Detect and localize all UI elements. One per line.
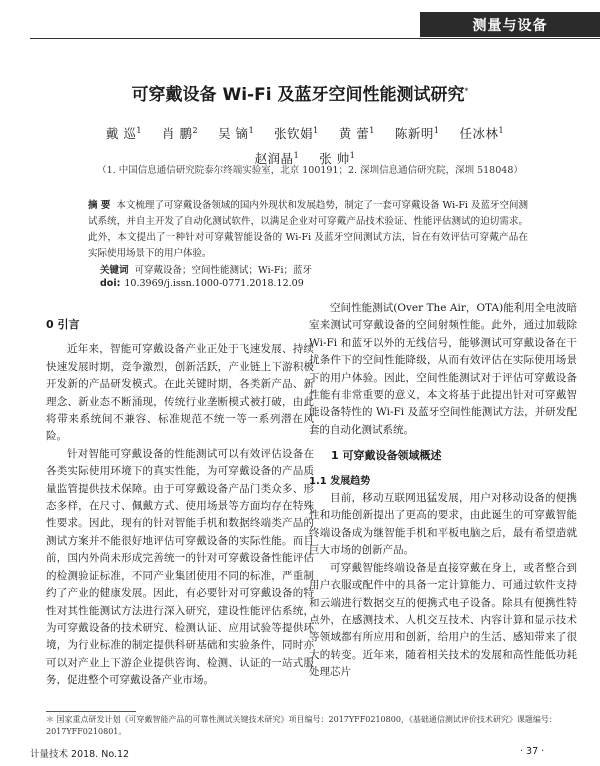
author-affiliation-mark: 1 xyxy=(349,151,356,161)
title-text: 可穿戴设备 Wi-Fi 及蓝牙空间性能测试研究 xyxy=(131,85,465,105)
journal-footer: 计量技术 2018. No.12 xyxy=(30,749,130,760)
funding-footnote: ＊ 国家重点研发计划《可穿戴智能产品的可靠性测试关键技术研究》项目编号：2017YFF0210800，《基础通信测试评价技术研究》课题编号：2017YFF0210801。 xyxy=(46,715,557,736)
body-paragraph: 针对智能可穿戴设备的性能测试可以有效评估设备在各类实际使用环境下的真实性能，为可穿戴设备的产品质量监管提供技术保障。由于可穿戴设备产品门类众多、形态多样，在尺寸、佩戴方式、使用场景等方面均存在特殊性要求。因此，现有的针对智能手机和数据终端类产品的测试方案并不能很好地评估可穿戴设备的实际性能。而目前，国内外尚未形成完善统一的针对可穿戴设备性能评估的检测验证标准，不同产业集团使用不同的标准，严重制约了产业的健康发展。因此，有必要针对可穿戴设备的特性对其性能测试方法进行深入研究，建设性能评估系统，为可穿戴设备的技术研究、检测认证、应用试验等提供环境，为行业标准的制定提供科研基础和实验条件，同时亦可以对产业上下游企业提供咨询、检测、认证的一站式服务，促进整个可穿戴设备产业市场。 xyxy=(46,447,314,687)
header-rule xyxy=(30,38,600,39)
abstract xyxy=(88,198,528,262)
author-name-text: 张钦娟 xyxy=(274,126,314,142)
author-affiliation-mark: 1 xyxy=(248,126,255,135)
body-paragraph: 可穿戴智能终端设备是直接穿戴在身上，或者整合到用户衣服或配件中的具备一定计算能力、可通过软件支持和云端进行数据交互的便携式电子设备。除具有便携性特点外，在感测技术、人机交互技术、内容计算和显示技术等领域都有所应用和创新，给用户的生活、感知带来了很大的转变。近年来，随着相关技术的发展和高性能低功耗处理芯片 xyxy=(309,561,577,679)
section-heading-introduction: 0 引言 xyxy=(46,318,80,331)
section-banner: 测量与设备 xyxy=(420,12,600,37)
body-paragraph: 近年来，智能可穿戴设备产业正处于飞速发展、持续快速发展时期，竞争激烈，创新活跃，产业链上下游积极开发新的产品研发模式。在此关键时期，各类新产品、新理念、新业态不断涌现，传统行业垄断模式被打破，由此将带来系统间不兼容、标准规范不统一等一系列潜在风险。 xyxy=(46,343,314,443)
author-name-text: 戴 巡 xyxy=(105,126,137,142)
author-affiliation-mark: 1 xyxy=(498,126,505,135)
section-heading-overview: 1 可穿戴设备领域概述 xyxy=(331,449,442,463)
body-paragraph: 目前，移动互联网迅猛发展，用户对移动设备的便携性和功能创新提出了更高的要求，由此诞生的可穿戴智能终端设备成为继智能手机和平板电脑之后，最有希望造就巨大市场的创新产品。 xyxy=(309,492,577,557)
subsection-heading-trends: 1.1 发展趋势 xyxy=(309,475,371,487)
author-name-text: 赵润晶 xyxy=(254,151,294,167)
keywords-text: 可穿戴设备；空间性能测试；Wi-Fi；蓝牙 xyxy=(134,265,312,276)
body-paragraph: 空间性能测试(Over The Air，OTA)能利用全电波暗室来测试可穿戴设备的空间射频性能。此外，通过加载除 Wi-Fi 和蓝牙以外的无线信号，能够测试可穿戴设备在干扰条件下的空间性能降级，从而有效评估在实际使用场景下的用户体验。因此，空间性能测试对于评估可穿戴设备性能有非常重要的意义，本文将基于此提出针对可穿戴智能设备特性的 Wi-Fi 及蓝牙空间性能测试方法，并研发配套的自动化测试系统。 xyxy=(309,302,577,436)
paper-title xyxy=(0,80,600,105)
doi-text: 10.3969/j.issn.1000-0771.2018.12.09 xyxy=(124,278,304,289)
author-affiliation-mark: 1 xyxy=(313,126,319,135)
author-name xyxy=(162,120,198,145)
author-name xyxy=(339,120,375,145)
author-affiliation-mark: 1 xyxy=(433,126,440,135)
author-name xyxy=(395,120,440,145)
affiliation: （1. 中国信息通信研究院泰尔终端实验室，北京 100191；2. 深圳信息通信研究院，深圳 518048） xyxy=(97,165,523,176)
author-affiliation-mark: 1 xyxy=(369,126,375,135)
doi-line xyxy=(100,278,530,289)
author-name xyxy=(274,120,319,145)
left-column xyxy=(46,316,314,690)
author-name-text: 张 帅 xyxy=(319,151,350,167)
author-name xyxy=(106,120,142,145)
doi-label: doi: xyxy=(100,278,121,289)
footnote-rule xyxy=(46,711,136,712)
author-name xyxy=(218,120,254,145)
abstract-label: 摘 要 xyxy=(88,200,111,211)
page-number: · 37 · xyxy=(520,746,545,757)
author-name-text: 陈新明 xyxy=(394,126,434,142)
author-name-text: 吴 镝 xyxy=(218,126,249,142)
author-affiliation-mark: 2 xyxy=(192,126,199,135)
author-affiliation-mark: 1 xyxy=(293,151,300,161)
keywords-label: 关键词 xyxy=(100,265,129,276)
author-name-text: 黄 蕾 xyxy=(338,126,370,142)
author-name-text: 肖 鹏 xyxy=(162,126,193,142)
abstract-text: 本文梳理了可穿戴设备领域的国内外现状和发展趋势，制定了一套可穿戴设备 Wi-Fi 及蓝牙空间测试系统，并自主开发了自动化测试软件，以满足企业对可穿戴产品技术验证、性能评估测试的迫切需求。此外，本文提出了一种针对可穿戴智能设备的 Wi-Fi 及蓝牙空间测试方法，旨在有效评估可穿戴产品在实际使用场景下的用户体验。 xyxy=(88,200,528,259)
author-name xyxy=(459,120,504,145)
author-affiliation-mark: 1 xyxy=(136,126,142,135)
right-column xyxy=(309,300,577,682)
title-footnote-mark: * xyxy=(464,86,469,96)
author-name-text: 任冰林 xyxy=(459,126,499,142)
author-list xyxy=(70,120,540,170)
keywords xyxy=(100,262,530,276)
